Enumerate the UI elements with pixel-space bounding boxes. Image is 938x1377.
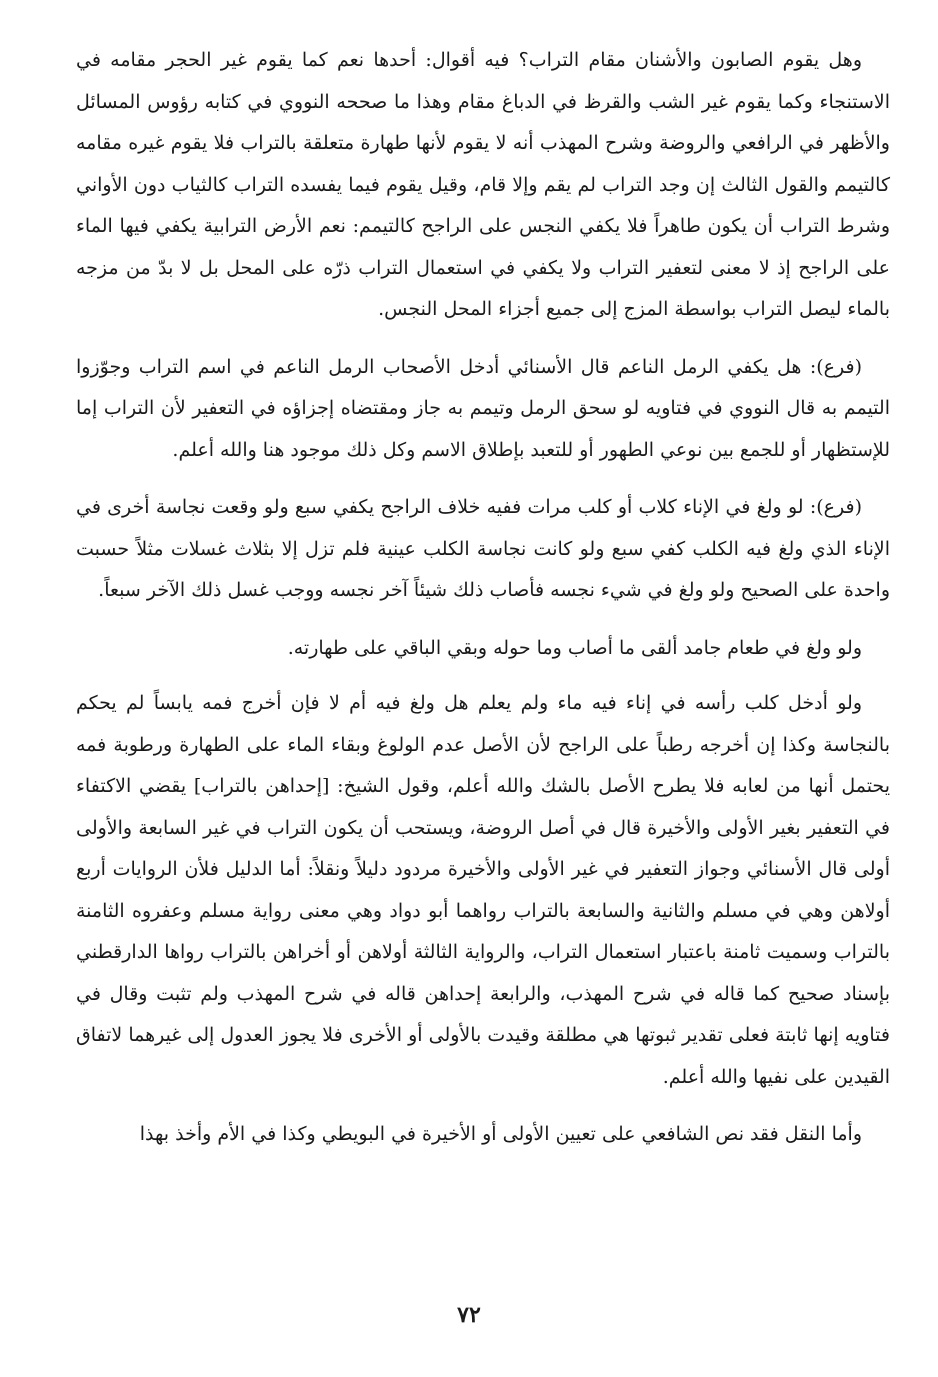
paragraph-soap-substitute: وهل يقوم الصابون والأشنان مقام التراب؟ فيه أقوال: أحدها نعم كما يقوم غير الحجر مقامه في الاستنجاء وكما يقوم غير الشب والقرظ في الدباغ مقام وهذا ما صححه النووي في كتابه رؤوس المسائل والأظهر في الرافعي والروضة وشرح المهذب أنه لا يقوم لأنها طهارة متعلقة بالتراب فلا يقوم غيره مقامه كالتيمم والقول الثالث إن وجد التراب لم يقم وإلا قام، وقيل يقوم فيما يفسده التراب كالثياب دون الأواني وشرط التراب أن يكون طاهراً فلا يكفي النجس على الراجح كالتيمم: نعم الأرض الترابية يكفي فيها الماء على الراجح إذ لا معنى لتعفير التراب ولا يكفي في استعمال التراب ذرّه على المحل بل لا بدّ من مزجه بالماء ليصل التراب بواسطة المزج إلى جميع أجزاء المحل النجس.: [76, 49, 890, 320]
page-number: ٧٢: [457, 1302, 481, 1328]
paragraph-dog-head-in-vessel: ولو أدخل كلب رأسه في إناء فيه ماء ولم يعلم هل ولغ فيه أم لا فإن أخرج فمه يابساً لم يحكم بالنجاسة وكذا إن أخرجه رطباً على الراجح لأن الأصل عدم الولوغ وبقاء الماء على الطهارة ورطوبة فمه يحتمل أنها من لعابه فلا يطرح الأصل بالشك والله أعلم، وقول الشيخ: [إحداهن بالتراب] يقضي الاكتفاء في التعفير بغير الأولى والأخيرة قال في أصل الروضة، ويستحب أن يكون التراب في غير السابعة والأولى أولى قال الأسنائي وجواز التعفير في غير الأولى والأخيرة مردود دليلاً ونقلاً: أما الدليل فلأن الروايات أربع أولاهن وهي في مسلم والثانية والسابعة بالتراب رواهما أبو دواد وهي معنى رواية مسلم وعفروه الثامنة بالتراب وسميت ثامنة باعتبار استعمال التراب، والرواية الثالثة أولاهن أو أخراهن بالتراب رواها الدارقطني بإسناد صحيح كما قاله في شرح المهذب، والرابعة إحداهن قاله في شرح المهذب ولم تثبت وقال في فتاويه إنها ثابتة فعلى تقدير ثبوتها هي مطلقة وقيدت بالأولى أو الأخرى فلا يجوز العدول إلى غيرهما لاتفاق القيدين على نفيها والله أعلم.: [76, 692, 890, 1088]
paragraph-solid-food: ولو ولغ في طعام جامد ألقى ما أصاب وما حوله وبقي الباقي على طهارته.: [287, 636, 862, 659]
paragraph-branch-fine-sand: (فرع): هل يكفي الرمل الناعم قال الأسنائي أدخل الأصحاب الرمل الناعم في اسم التراب وجوّزوا التيمم به قال النووي في فتاويه لو سحق الرمل وتيمم به جاز ومقتضاه إجزاؤه في التعفير لأن التراب إما للإستظهار أو للجمع بين نوعي الطهور أو للتعبد بإطلاق الاسم وكل ذلك موجود هنا والله أعلم.: [76, 355, 890, 461]
page-body: [76, 40, 890, 1340]
paragraph-transmitted-text: وأما النقل فقد نص الشافعي على تعيين الأولى أو الأخيرة في البويطي وكذا في الأم وأخذ بهذا: [139, 1123, 862, 1145]
paragraph-branch-multiple-dogs: (فرع): لو ولغ في الإناء كلاب أو كلب مرات ففيه خلاف الراجح يكفي سبع ولو وقعت نجاسة أخرى في الإناء الذي ولغ فيه الكلب كفي سبع ولو كانت نجاسة الكلب عينية فلم تزل إلا بثلاث غسلات مثلاً حسبت واحدة على الصحيح ولو ولغ في شيء نجسه فأصاب ذلك شيئاً آخر نجسه ووجب غسل ذلك الآخر سبعاً.: [76, 496, 890, 601]
